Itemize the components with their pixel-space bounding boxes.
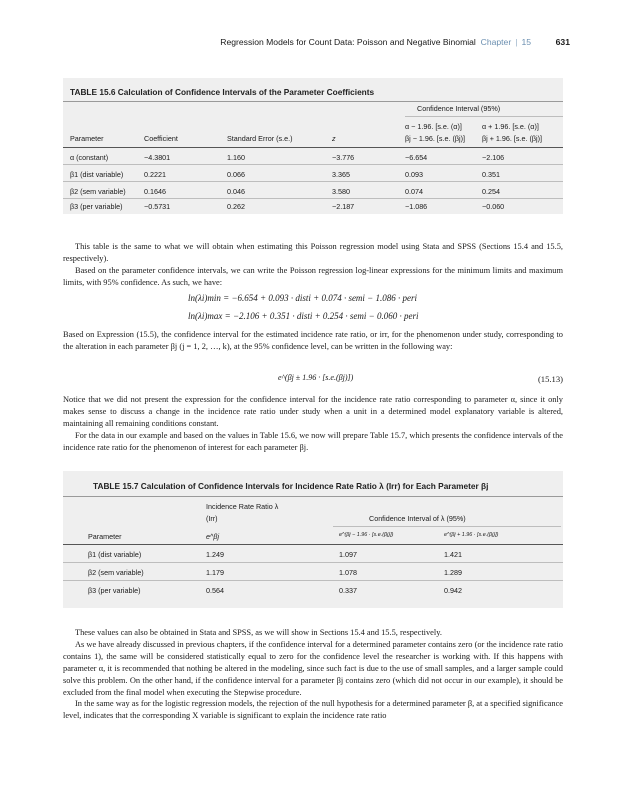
paragraph: These values can also be obtained in Stata and SPSS, as we will show in Sections 15.4 and 15.5, respectively. [75, 628, 442, 637]
irr-header: Incidence Rate Ratio λ [206, 502, 279, 511]
equation-number: (15.13) [537, 374, 563, 384]
paragraph: Based on the parameter confidence intervals, we can write the Poisson regression log-linear expressions for the minimum limits and maximum limits, with 95% confidence. As such, we have: [63, 265, 563, 287]
ci-lambda-header: Confidence Interval of λ (95%) [369, 514, 466, 523]
ci-group-header: Confidence Interval (95%) [417, 104, 501, 113]
ci-low-header-1: α − 1.96. [s.e. (α)] [405, 122, 462, 131]
paragraph: As we have already discussed in previous chapters, if the confidence interval for a determined parameter contains zero (or the incidence rate ratio contains 1), the same will be considered statistically equal to zero for the confidence level the researcher is working with. If this happens with parameter α, it is recommended that nothing be altered in the modeling, since such fact is due to the use of small samples, and a larger sample could solve this problem. On the other hand, if the confidence interval for a parameter βj contains zero (which did not occur in our example), it should be excluded from the final model when executing the Stepwise procedure. [63, 639, 563, 697]
col-e-beta: e^βj [206, 532, 220, 541]
col-parameter: Parameter [88, 532, 122, 541]
ci-low-header-2: βj − 1.96. [s.e. (βj)] [405, 134, 465, 143]
ci-high-header-2: βj + 1.96. [s.e. (βj)] [482, 134, 542, 143]
paragraph: This table is the same to what we will obtain when estimating this Poisson regression model using Stata and SPSS (Sections 15.4 and 15.5, respectively). [63, 242, 563, 263]
col-ci-high: e^(βj + 1.96 · [s.e.(βj)]) [444, 532, 499, 538]
col-std-error: Standard Error (s.e.) [227, 134, 293, 143]
paragraph: In the same way as for the logistic regression models, the rejection of the null hypothesis for a determined parameter β, at a specified significance level, indicates that the corresponding X variable is significant to explain the incidence rate ratio [63, 699, 563, 721]
paragraph: For the data in our example and based on the values in Table 15.6, we now will prepare Table 15.7, which presents the confidence intervals of the incidence rate ratio for the phenomenon of interest for each parameter βj. [63, 430, 563, 452]
table-15-7: TABLE 15.7 Calculation of Confidence Intervals for Incidence Rate Ratio λ (Irr) for Each Parameter βj Incidence Rate Ratio λ (Irr) Confidence Interval of λ (95%) Parameter e^βj e^(βj − 1.96 · [s.e.(βj)]) e^(βj + 1.96 · [s.e.(βj)]) β1 (dist variable) 1.249 1.097 1.421 β2 (sem variable) 1.179 1.078 1.289 β3 (per variable) 0.564 0.337 0.942 [63, 471, 563, 608]
paragraph: Notice that we did not present the expression for the confidence interval for the incidence rate ratio corresponding to parameter α, since it only makes sense to discuss a change in the incidence rate ratio under study when a unit in a determined model explanatory variable is altered, maintaining all remaining conditions constant. [63, 395, 563, 428]
paragraph: Based on Expression (15.5), the confidence interval for the estimated incidence rate ratio, or irr, for the phenomenon under study, corresponding to the alteration in each parameter βj (j = 1, 2, …, k), at the 95% confidence level, can be written in the following way: [63, 330, 563, 351]
col-z: z [332, 134, 336, 143]
table-caption: TABLE 15.6 Calculation of Confidence Intervals of the Parameter Coefficients [70, 87, 375, 97]
equation-max: ln(λi)max = −2.106 + 0.351 · disti + 0.254 · semi − 0.060 · peri [188, 311, 419, 321]
equation-min: ln(λi)min = −6.654 + 0.093 · disti + 0.074 · semi − 1.086 · peri [188, 293, 418, 303]
col-ci-low: e^(βj − 1.96 · [s.e.(βj)]) [339, 532, 394, 538]
running-title: Regression Models for Count Data: Poisson and Negative Binomial Chapter | 15 [220, 37, 531, 47]
col-coefficient: Coefficient [144, 134, 178, 143]
page-number: 631 [555, 37, 570, 47]
col-parameter: Parameter [70, 134, 104, 143]
irr-header-2: (Irr) [206, 514, 218, 523]
table-15-6: TABLE 15.6 Calculation of Confidence Intervals of the Parameter Coefficients Confidence Interval (95%) α − 1.96. [s.e. (α)] α + 1.96. [s.e. (α)] Parameter Coefficient Standard Error (s.e.) z βj − 1.96. [s.e. (βj)] βj + 1.96. [s.e. (βj)] α (constant) −4.3801 1.160 −3.776 −6.654 −2.106 β1 (dist variable) 0.2221 0.066 3.365 0.093 0.351 β2 (sem variable) 0.1646 0.046 3.580 0.074 0.254 β3 (per variable) −0.5731 0.262 −2.187 −1.086 −0.060 [63, 78, 563, 214]
equation-ci: e^(βj ± 1.96 · [s.e.(βj)]) [278, 373, 354, 382]
ci-high-header-1: α + 1.96. [s.e. (α)] [482, 122, 539, 131]
table-caption: TABLE 15.7 Calculation of Confidence Intervals for Incidence Rate Ratio λ (Irr) for Each Parameter βj [93, 481, 489, 491]
